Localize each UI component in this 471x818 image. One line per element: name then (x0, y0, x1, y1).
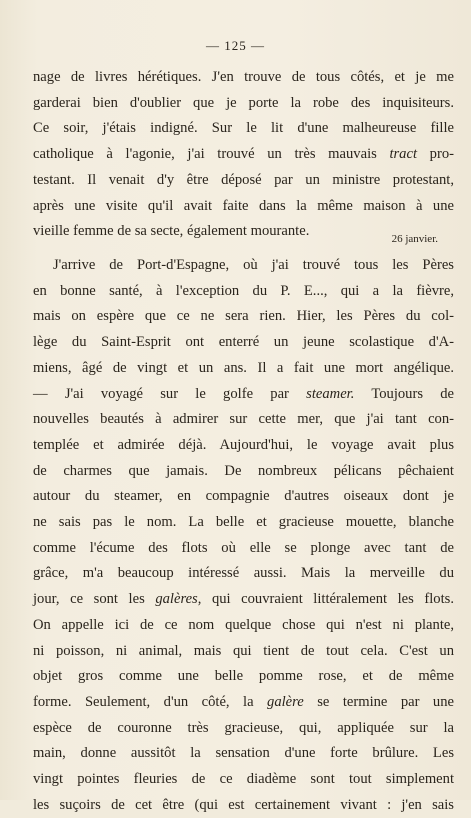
text-line: vingt pointes fleuries de ce diadème sont tout simplement (33, 771, 454, 788)
text-line: grâce, m'a beaucoup intéressé aussi. Mais la merveille du (33, 565, 454, 582)
text-line: garderai bien d'oublier que je porte la robe des inquisiteurs. (33, 94, 454, 111)
text-line: Ce soir, j'étais indigné. Sur le lit d'une malheureuse fille (33, 120, 454, 137)
text-line: testant. Il venait d'y être déposé par un ministre protestant, (33, 171, 454, 188)
text-line: vieille femme de sa secte, également mourante. (33, 223, 310, 240)
text-line: comme l'écume des flots où elle se plonge avec tant de (33, 539, 454, 556)
text-line: ne sais pas le nom. La belle et gracieuse mouette, blanche (33, 514, 454, 531)
text-line: les suçoirs de cet être (qui est certainement vivant : j'en sais (33, 796, 454, 813)
text-segment: jour, ce sont les (33, 591, 156, 608)
text-line: nage de livres hérétiques. J'en trouve de tous côtés, et je me (33, 69, 454, 85)
text-segment: — J'ai voyagé sur le golfe par (33, 385, 307, 402)
text-line: de charmes que jamais. De nombreux pélicans pêchaient (33, 462, 454, 479)
text-line: main, donne aussitôt la sensation d'une forte brûlure. Les (33, 745, 454, 762)
text-line: On appelle ici de ce nom quelque chose qui n'est ni plante, (33, 616, 454, 633)
text-line: mais on espère que ce ne sera rien. Hier, les Pères du col- (33, 308, 454, 325)
text-segment: se termine par une (303, 693, 455, 710)
text-line (33, 587, 454, 613)
italic-term-tract: tract (389, 146, 418, 163)
text-line: templée et admirée déjà. Aujourd'hui, le voyage avait plus (33, 436, 454, 453)
text-line: nouvelles beautés à admirer sur cette mer, que j'ai tant con- (33, 411, 454, 428)
text-line: après une visite qu'il avait faite dans la même maison à une (33, 197, 454, 214)
text-line: autour du steamer, en compagnie d'autres oiseaux dont je (33, 488, 454, 505)
italic-term-galeres: galères (155, 591, 198, 608)
text-line: J'arrive de Port-d'Espagne, où j'ai trouvé tous les Pères (53, 257, 454, 273)
text-segment: , qui couvraient littéralement les flots. (197, 591, 454, 608)
text-line: en bonne santé, à l'exception du P. E..., qui a la fièvre, (33, 282, 454, 299)
text-line: miens, âgé de vingt et un ans. Il a fait une mort angélique. (33, 359, 454, 376)
text-line: lège du Saint-Esprit ont enterré un jeune scolastique d'A- (33, 334, 454, 351)
text-line: ni poisson, ni animal, mais qui tient de tout cela. C'est un (33, 642, 454, 659)
page-number: — 125 — (206, 38, 265, 53)
text-segment: catholique à l'agonie, j'ai trouvé un très mauvais (33, 146, 390, 163)
paragraph-heresy-books (33, 65, 454, 245)
text-line (33, 690, 454, 716)
text-line (33, 142, 454, 168)
italic-term-steamer: steamer. (306, 385, 355, 402)
text-segment: forme. Seulement, d'un côté, la (33, 693, 268, 710)
text-line: espèce de couronne très gracieuse, qui, appliquée sur la (33, 719, 454, 736)
text-line (33, 382, 454, 408)
italic-term-galere: galère (267, 693, 304, 710)
paragraph-port-of-spain (33, 253, 454, 818)
entry-date: 26 janvier. (391, 233, 438, 245)
text-segment: pro- (417, 146, 454, 163)
text-line: objet gros comme une belle pomme rose, et de même (33, 668, 454, 685)
text-segment: Toujours de (354, 385, 455, 402)
